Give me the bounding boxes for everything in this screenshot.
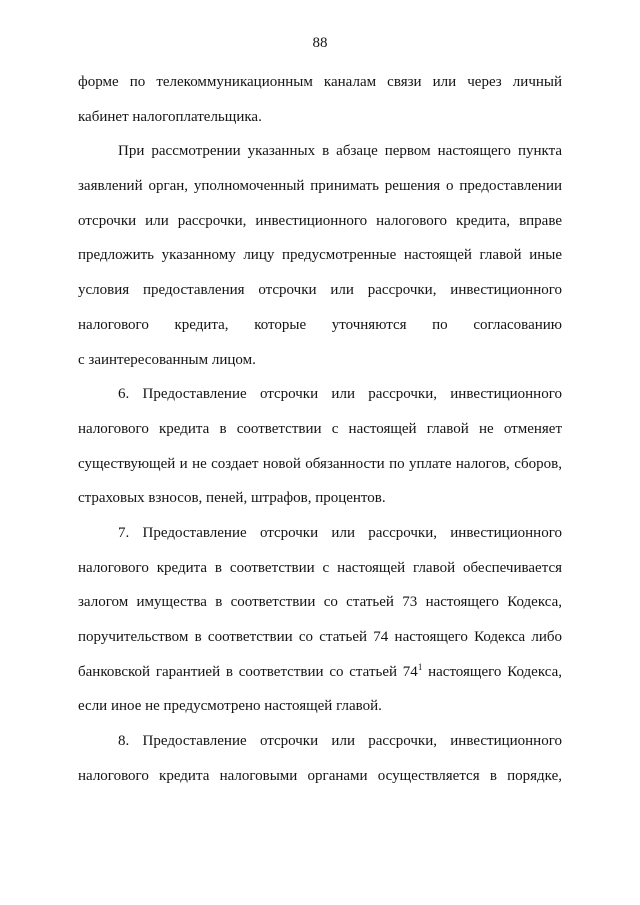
text-line: если иное не предусмотрено настоящей главой. [78, 698, 382, 715]
text-line: 6. Предоставление отсрочки или рассрочки, инвестиционного [118, 386, 562, 403]
text-line: с заинтересованным лицом. [78, 351, 256, 368]
text-line: поручительством в соответствии со статьей 74 настоящего Кодекса либо [78, 629, 562, 645]
text-line: существующей и не создает новой обязанности по уплате налогов, сборов, [78, 455, 562, 472]
text-line: налогового кредита, которые уточняются по согласованию [78, 316, 562, 333]
text-line: условия предоставления отсрочки или рассрочки, инвестиционного [78, 282, 562, 299]
text-line: налогового кредита налоговыми органами осуществляется в порядке, [78, 767, 562, 784]
document-body [78, 72, 562, 800]
text-line: заявлений орган, уполномоченный принимать решения о предоставлении [78, 178, 562, 195]
text-line: форме по телекоммуникационным каналам связи или через личный [78, 74, 562, 90]
text-line: кабинет налогоплательщика. [78, 108, 262, 125]
text-line-with-superscript [78, 662, 562, 697]
text-line: отсрочки или рассрочки, инвестиционного налогового кредита, вправе [78, 212, 562, 229]
text-line: налогового кредита в соответствии с настоящей главой не отменяет [78, 420, 562, 437]
superscript: 1 [417, 661, 423, 672]
text-line: залогом имущества в соответствии со статьей 73 настоящего Кодекса, [78, 594, 562, 611]
text-line: страховых взносов, пеней, штрафов, процентов. [78, 490, 386, 507]
text-fragment: банковской гарантией в соответствии со статьей 74 [78, 663, 418, 680]
text-line: налогового кредита в соответствии с настоящей главой обеспечивается [78, 559, 562, 576]
page-number: 88 [312, 35, 328, 51]
text-line: 7. Предоставление отсрочки или рассрочки, инвестиционного [118, 524, 562, 541]
text-line: предложить указанному лицу предусмотренные настоящей главой иные [78, 247, 562, 264]
text-line: При рассмотрении указанных в абзаце первом настоящего пункта [118, 143, 562, 160]
text-line: 8. Предоставление отсрочки или рассрочки, инвестиционного [118, 733, 562, 750]
text-fragment: настоящего Кодекса, [422, 663, 562, 680]
